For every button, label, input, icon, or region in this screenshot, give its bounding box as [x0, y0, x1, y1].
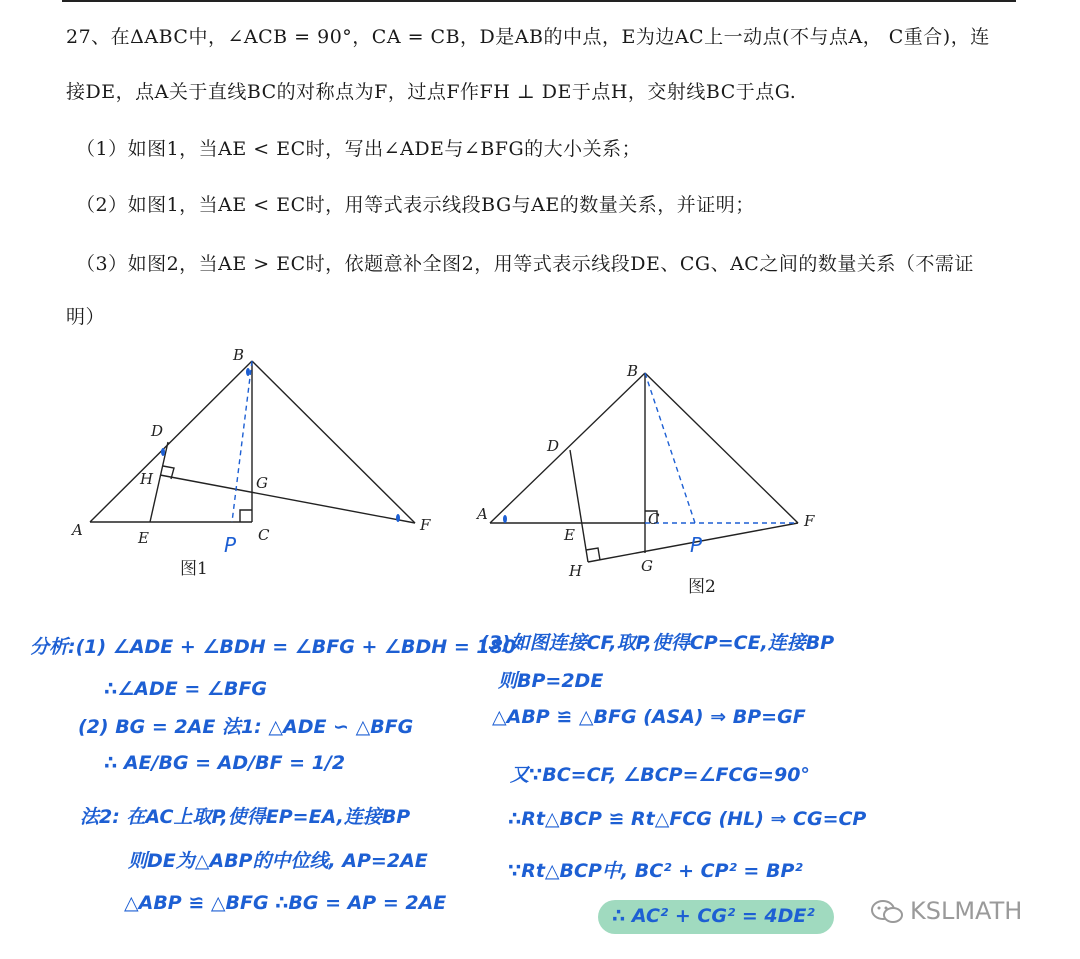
note-left-4: ∴ AE/BG = AD/BF = 1/2	[104, 752, 346, 774]
fig2-label-B: B	[627, 362, 639, 380]
watermark-text: KSLMATH	[910, 897, 1023, 925]
fig2-label-F: F	[804, 512, 815, 530]
question-3-cont: 明）	[66, 306, 106, 328]
note-left-6: 则DE为△ABP的中位线, AP=2AE	[128, 850, 428, 872]
fig2-label-C: C	[648, 510, 660, 528]
fig1-label-C: C	[258, 526, 270, 544]
geometry-figures	[0, 340, 1080, 600]
fig2-label-G: G	[641, 557, 653, 575]
fig2-label-H: H	[569, 562, 583, 580]
fig1-label-D: D	[151, 422, 164, 440]
note-right-3: △ABP ≌ △BFG (ASA) ⇒ BP=GF	[492, 706, 806, 728]
problem-line-1: 27、在ΔABC中，∠ACB = 90°，CA = CB，D是AB的中点，E为边AC上一动点(不与点A， C重合)，连	[66, 26, 990, 48]
fig2-label-E: E	[564, 526, 575, 544]
note-right-7: ∴ AC² + CG² = 4DE²	[612, 905, 815, 927]
top-rule	[62, 0, 1016, 2]
note-left-2: ∴∠ADE = ∠BFG	[104, 678, 267, 700]
wechat-icon	[870, 899, 904, 925]
note-right-1: (3)如图连接CF,取P,使得CP=CE,连接BP	[480, 632, 835, 654]
fig2-caption: 图2	[688, 577, 716, 597]
question-2: （2）如图1，当AE < EC时，用等式表示线段BG与AE的数量关系，并证明；	[76, 194, 755, 216]
fig1-caption: 图1	[180, 559, 208, 579]
question-1: （1）如图1，当AE < EC时，写出∠ADE与∠BFG的大小关系；	[76, 138, 642, 160]
note-left-5: 法2: 在AC上取P,使得EP=EA,连接BP	[80, 806, 411, 828]
note-left-3: (2) BG = 2AE 法1: △ADE ∽ △BFG	[78, 716, 414, 738]
figure-2	[490, 373, 798, 562]
fig1-label-P: P	[224, 533, 237, 557]
problem-line-2: 接DE，点A关于直线BC的对称点为F，过点F作FH ⊥ DE于点H，交射线BC于点G.	[66, 81, 797, 103]
note-right-4: 又∵BC=CF, ∠BCP=∠FCG=90°	[510, 764, 810, 786]
note-right-6: ∵Rt△BCP中, BC² + CP² = BP²	[508, 860, 803, 882]
note-left-7: △ABP ≌ △BFG ∴BG = AP = 2AE	[124, 892, 447, 914]
fig1-label-A: A	[72, 521, 83, 539]
fig1-label-F: F	[420, 516, 431, 534]
figure-1	[90, 361, 415, 523]
fig1-label-E: E	[138, 529, 149, 547]
note-right-5: ∴Rt△BCP ≌ Rt△FCG (HL) ⇒ CG=CP	[508, 808, 867, 830]
watermark	[870, 897, 1022, 925]
note-right-2: 则BP=2DE	[498, 670, 604, 692]
fig1-label-H: H	[140, 470, 154, 488]
fig1-label-B: B	[233, 346, 245, 364]
fig2-label-D: D	[547, 437, 560, 455]
fig2-label-P: P	[690, 533, 703, 557]
fig1-label-G: G	[256, 474, 268, 492]
fig2-label-A: A	[477, 505, 488, 523]
question-3: （3）如图2，当AE > EC时，依题意补全图2，用等式表示线段DE、CG、AC之间的数量关系（不需证	[76, 253, 974, 275]
note-left-1: 分析:(1) ∠ADE + ∠BDH = ∠BFG + ∠BDH = 180°	[30, 636, 526, 658]
